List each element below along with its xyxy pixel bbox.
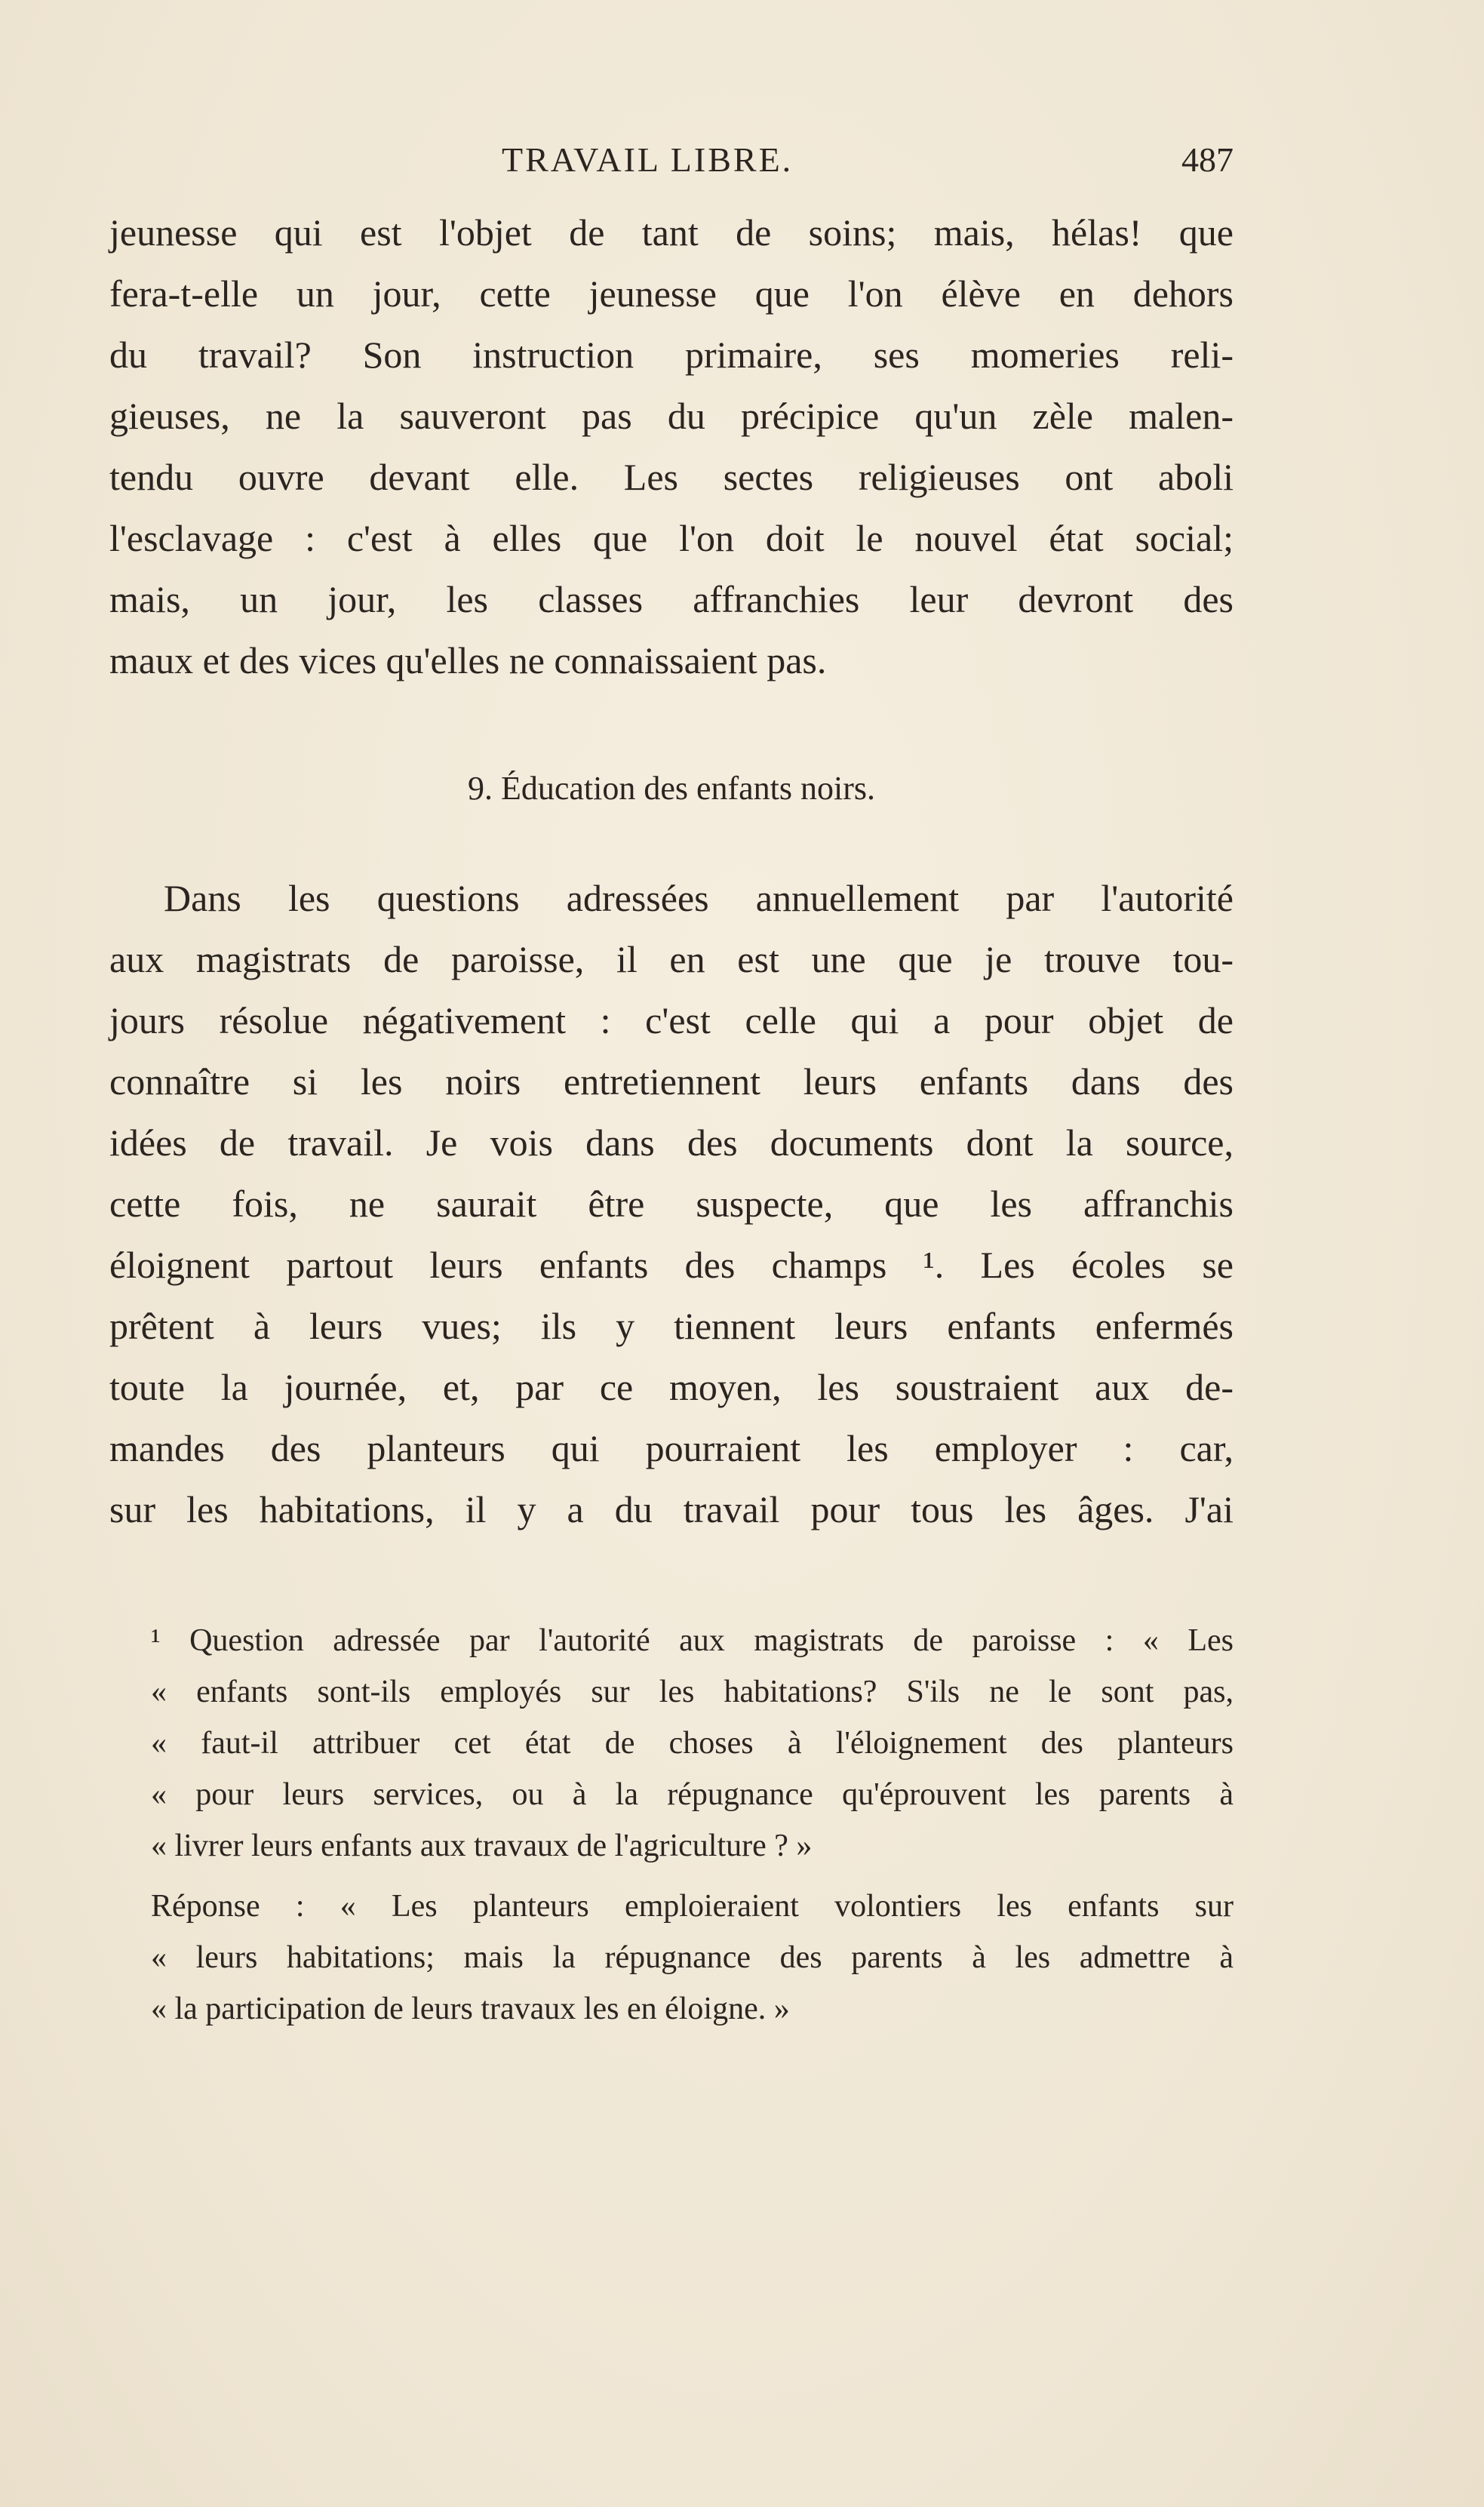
- text-line: gieuses, ne la sauveront pas du précipice qu'un zèle malen-: [109, 395, 1234, 437]
- footnote-line: « enfants sont-ils employés sur les habitations? S'ils ne le sont pas,: [151, 1675, 1234, 1709]
- text-line: jours résolue négativement : c'est celle qui a pour objet de: [109, 999, 1234, 1041]
- text-line: mais, un jour, les classes affranchies leur devront des: [109, 578, 1234, 620]
- text-line: idées de travail. Je vois dans des documents dont la source,: [109, 1121, 1234, 1164]
- text-line: fera-t-elle un jour, cette jeunesse que l'on élève en dehors: [109, 272, 1234, 315]
- text-line: éloignent partout leurs enfants des champs ¹. Les écoles se: [109, 1244, 1234, 1286]
- footnote-line: « la participation de leurs travaux les en éloigne. »: [151, 1992, 790, 2026]
- page-number: 487: [1181, 140, 1234, 179]
- text-line: maux et des vices qu'elles ne connaissaient pas.: [109, 639, 827, 681]
- footnote-question: [151, 1615, 1234, 1872]
- paragraph-continuation: [109, 202, 1234, 691]
- paragraph-main: [109, 868, 1234, 1540]
- text-line: aux magistrats de paroisse, il en est une que je trouve tou-: [109, 938, 1234, 980]
- text-line: sur les habitations, il y a du travail pour tous les âges. J'ai: [109, 1488, 1234, 1530]
- text-line: l'esclavage : c'est à elles que l'on doit le nouvel état social;: [109, 517, 1234, 559]
- text-line: toute la journée, et, par ce moyen, les soustraient aux de-: [109, 1366, 1234, 1408]
- text-line: cette fois, ne saurait être suspecte, que les affranchis: [109, 1183, 1234, 1225]
- footnote-line: « pour leurs services, ou à la répugnance qu'éprouvent les parents à: [151, 1777, 1234, 1812]
- footnote-answer: [151, 1881, 1234, 2035]
- footnote-line: « leurs habitations; mais la répugnance des parents à les admettre à: [151, 1940, 1234, 1975]
- text-line: connaître si les noirs entretiennent leurs enfants dans des: [109, 1060, 1234, 1103]
- running-title: TRAVAIL LIBRE.: [502, 140, 794, 179]
- footnote-line: Réponse : « Les planteurs emploieraient volontiers les enfants sur: [151, 1889, 1234, 1924]
- text-line: jeunesse qui est l'objet de tant de soins; mais, hélas! que: [109, 211, 1234, 254]
- footnotes: [151, 1615, 1234, 2035]
- text-line: tendu ouvre devant elle. Les sectes religieuses ont aboli: [109, 456, 1234, 498]
- text-line: mandes des planteurs qui pourraient les employer : car,: [109, 1427, 1234, 1469]
- text-line: Dans les questions adressées annuellement par l'autorité: [164, 877, 1234, 919]
- section-heading: 9. Éducation des enfants noirs.: [467, 770, 876, 807]
- page-header: [109, 140, 1234, 185]
- footnote-line: ¹ Question adressée par l'autorité aux magistrats de paroisse : « Les: [151, 1623, 1234, 1658]
- text-line: du travail? Son instruction primaire, ses momeries reli-: [109, 334, 1234, 376]
- text-line: prêtent à leurs vues; ils y tiennent leurs enfants enfermés: [109, 1305, 1234, 1347]
- footnote-line: « livrer leurs enfants aux travaux de l'agriculture ? »: [151, 1829, 813, 1863]
- footnote-line: « faut-il attribuer cet état de choses à l'éloignement des planteurs: [151, 1726, 1234, 1761]
